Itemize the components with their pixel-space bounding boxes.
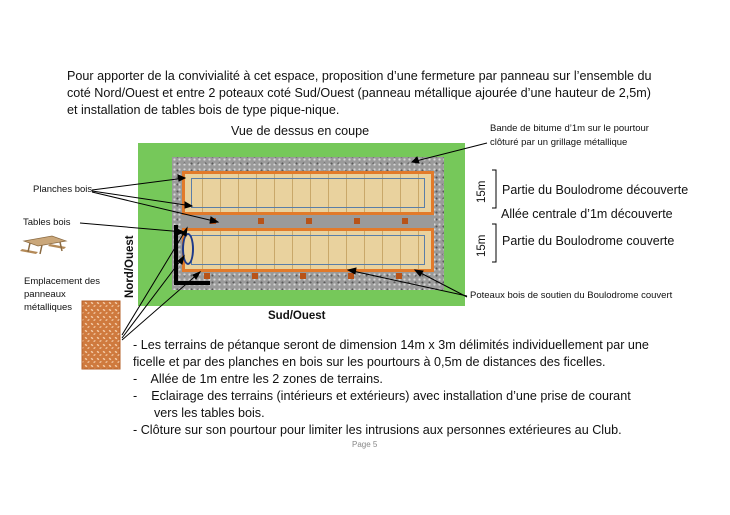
label-poteaux: Poteaux bois de soutien du Boulodrome couvert <box>470 290 673 301</box>
details-line: ficelle et par des planches en bois sur les pourtours à 0,5m de distances des ficelles. <box>133 355 606 369</box>
details-line: - Allée de 1m entre les 2 zones de terrains. <box>133 372 383 386</box>
details-line: - Eclairage des terrains (intérieurs et extérieurs) avec installation d’une prise de courant <box>133 389 631 403</box>
details-list <box>133 337 693 439</box>
page-number: Page 5 <box>352 440 378 449</box>
label-emplacement-3: métalliques <box>24 302 73 313</box>
intro-line: coté Nord/Ouest et entre 2 poteaux coté Sud/Ouest (panneau métallique ajourée d’une hauteur de 2,5m) <box>67 86 651 100</box>
label-planches: Planches bois <box>33 184 93 195</box>
label-sud-ouest: Sud/Ouest <box>268 310 326 322</box>
details-line: vers les tables bois. <box>133 406 265 420</box>
label-tables: Tables bois <box>23 217 71 228</box>
label-allee-centrale: Allée centrale d’1m découverte <box>501 207 673 221</box>
intro-line: et installation de tables bois de type pique-nique. <box>67 103 340 117</box>
label-bitumen-band-1: Bande de bitume d’1m sur le pourtour <box>490 123 649 134</box>
diagram-title: Vue de dessus en coupe <box>231 124 370 138</box>
dimension-bottom-label: 15m <box>476 234 488 257</box>
metal-panel-illustration <box>82 301 120 369</box>
dimension-top-label: 15m <box>476 180 488 203</box>
label-partie-decouverte: Partie du Boulodrome découverte <box>502 183 689 197</box>
label-emplacement-2: panneaux <box>24 289 66 300</box>
label-bitumen-band-2: clôturé par un grillage métallique <box>490 137 628 148</box>
label-partie-couverte: Partie du Boulodrome couverte <box>502 234 675 248</box>
intro-line: Pour apporter de la convivialité à cet espace, proposition d’une fermeture par panneau sur l’ensemble du <box>67 69 652 83</box>
label-nord-ouest: Nord/Ouest <box>124 235 136 298</box>
details-line: - Les terrains de pétanque seront de dimension 14m x 3m délimités individuellement par une <box>133 338 649 352</box>
label-emplacement-1: Emplacement des <box>24 276 101 287</box>
details-line: - Clôture sur son pourtour pour limiter les intrusions aux personnes extérieures au Club. <box>133 423 622 437</box>
dimension-brackets <box>492 170 496 262</box>
picnic-table-icon <box>20 236 66 254</box>
